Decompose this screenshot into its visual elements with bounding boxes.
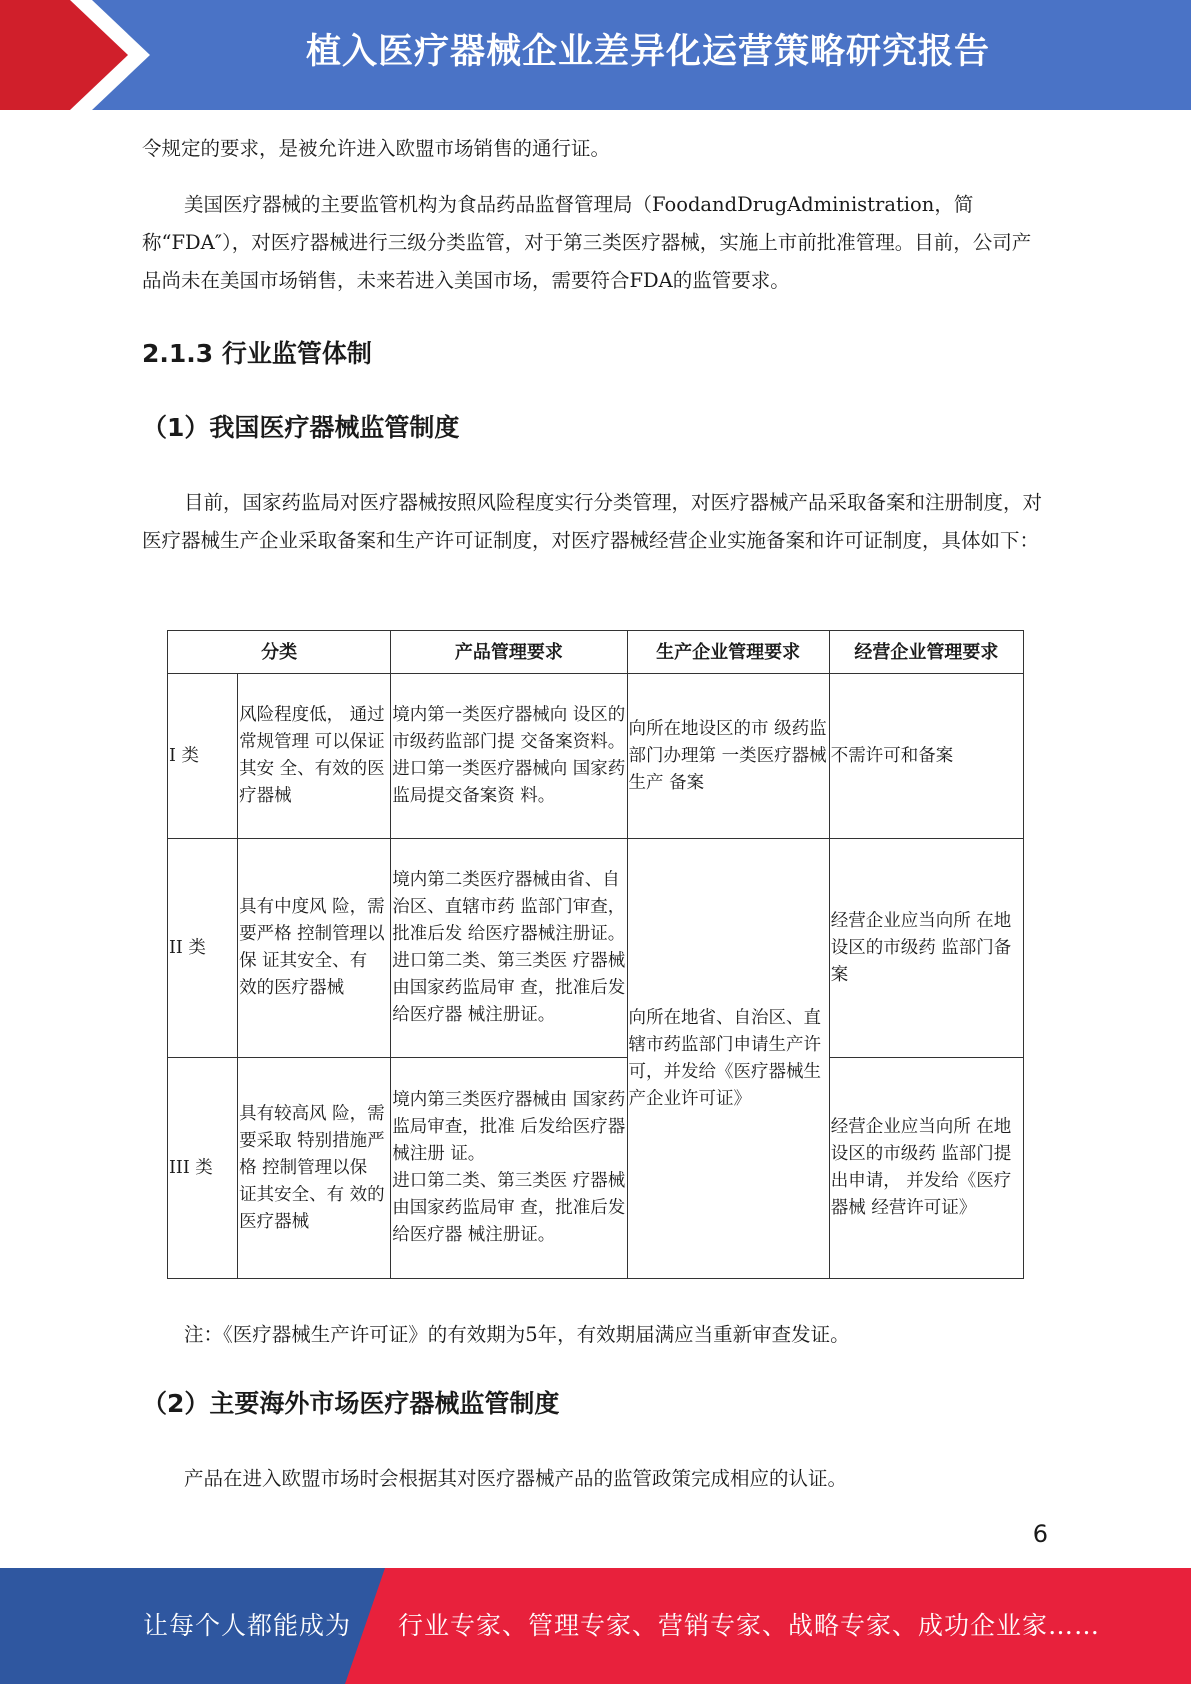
product-requirement: 境内第一类医疗器械向 设区的市级药监部门提 交备案资料。 进口第一类医疗器械向 国家药监局提交备案资 料。 [391,674,627,839]
footer-slogan-right: 行业专家、管理专家、营销专家、战略专家、成功企业家…… [398,1611,1101,1640]
table-row [168,1058,1024,1279]
class-label: II 类 [168,839,238,1058]
class-label: I 类 [168,674,238,839]
business-requirement: 经营企业应当向所 在地设区的市级药 监部门提出申请， 并发给《医疗器械 经营许可证》 [829,1058,1023,1279]
report-title: 植入医疗器械企业差异化运营策略研究报告 [305,32,990,72]
page-footer [0,1568,1191,1684]
main-content [142,130,1048,560]
class-label: III 类 [168,1058,238,1279]
production-requirement: 向所在地省、自治区、直辖市药监部门申请生产许可，并发给《医疗器械生产企业许可证》 [627,839,829,1279]
paragraph-nmpa: 目前，国家药监局对医疗器械按照风险程度实行分类管理，对医疗器械产品采取备案和注册制度，对医疗器械生产企业采取备案和生产许可证制度，对医疗器械经营企业实施备案和许可证制度，具体如下： [142,491,1043,552]
footer-slogan-left: 让每个人都能成为 [143,1611,352,1640]
paragraph-fda: 美国医疗器械的主要监管机构为食品药品监督管理局（FoodandDrugAdministration，简称“FDA″），对医疗器械进行三级分类监管，对于第三类医疗器械，实施上市前批准管理。目前，公司产品尚未在美国市场销售，未来若进入美国市场，需要符合FDA的监管要求。 [142,193,1032,292]
header-production-req: 生产企业管理要求 [627,631,829,674]
paragraph-eu-certification: 产品在进入欧盟市场时会根据其对医疗器械产品的监管政策完成相应的认证。 [184,1467,848,1490]
class-description: 风险程度低， 通过常规管理 可以保证其安 全、有效的医 疗器械 [238,674,391,839]
header-business-req: 经营企业管理要求 [829,631,1023,674]
business-requirement: 经营企业应当向所 在地设区的市级药 监部门备案 [829,839,1023,1058]
paragraph-eu-pass: 令规定的要求，是被允许进入欧盟市场销售的通行证。 [142,137,611,160]
class-description: 具有较高风 险，需要采取 特别措施严格 控制管理以保 证其安全、有 效的医疗器械 [238,1058,391,1279]
table-header-row [168,631,1024,674]
table-row [168,674,1024,839]
production-requirement: 向所在地设区的市 级药监部门办理第 一类医疗器械生产 备案 [627,674,829,839]
product-requirement: 境内第三类医疗器械由 国家药监局审查，批准 后发给医疗器械注册 证。 进口第二类、第三类医 疗器械由国家药监局审 查，批准后发给医疗器 械注册证。 [391,1058,627,1279]
lower-content [142,1316,1048,1498]
header-chevron-decoration [0,0,150,110]
subheading-overseas-regulation: （2）主要海外市场医疗器械监管制度 [142,1389,560,1418]
header-product-req: 产品管理要求 [391,631,627,674]
page-header [0,0,1191,110]
business-requirement: 不需许可和备案 [829,674,1023,839]
subheading-china-regulation: （1）我国医疗器械监管制度 [142,413,460,442]
class-description: 具有中度风 险，需要严格 控制管理以保 证其安全、有 效的医疗器械 [238,839,391,1058]
page-number: 6 [1032,1520,1048,1548]
regulation-table [167,630,1024,1279]
note-license-validity: 注：《医疗器械生产许可证》的有效期为5年，有效期届满应当重新审查发证。 [184,1323,850,1346]
table-row [168,839,1024,1058]
product-requirement: 境内第二类医疗器械由省、自治区、直辖市药 监部门审查，批准后发 给医疗器械注册证。 进口第二类、第三类医 疗器械由国家药监局审 查，批准后发给医疗器 械注册证。 [391,839,627,1058]
header-category: 分类 [168,631,391,674]
section-heading-2-1-3: 2.1.3 行业监管体制 [142,339,372,368]
